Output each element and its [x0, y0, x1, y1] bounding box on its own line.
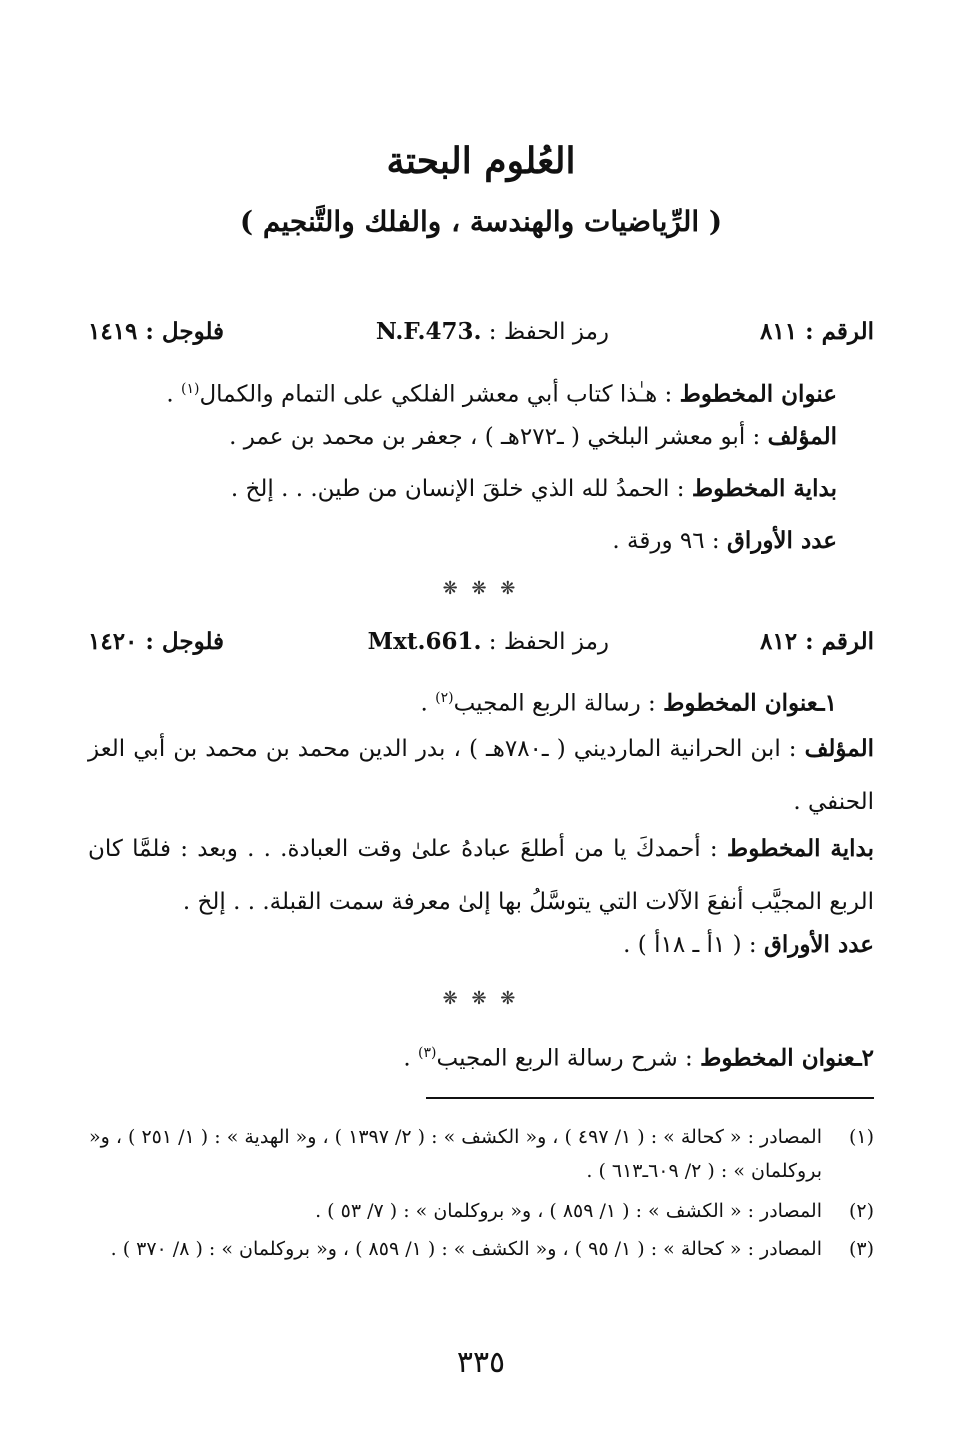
separator-stars: ❋ ❋ ❋ — [442, 578, 520, 599]
flugel-number: فلوجل : ١٤١٩ — [88, 318, 225, 345]
field-value: : شرح رسالة الربع المجيب — [436, 1045, 693, 1072]
page-number: ٣٣٥ — [456, 1345, 506, 1380]
footnote — [88, 1194, 874, 1228]
footnote-text: المصادر : « كحالة » : ( ١/ ٩٥ ) ، و« الكشف » : ( ١/ ٨٥٩ ) ، و« بروكلمان » : ( ٨/ ٣٧٠ ) . — [110, 1238, 822, 1260]
shelf-mark — [368, 628, 609, 655]
field-end: . — [166, 381, 181, 408]
field-label: عنوان المخطوط — [679, 380, 837, 408]
author-paragraph — [88, 722, 874, 829]
shelf-label: رمز الحفظ : — [488, 319, 609, 345]
footnote-ref: (٢) — [435, 690, 454, 706]
footnote-number: (٢) — [848, 1200, 874, 1222]
footnote-ref: (٣) — [418, 1045, 437, 1061]
folios-line — [88, 518, 837, 564]
footnote-number: (٣) — [848, 1238, 874, 1260]
field-label: عدد الأوراق — [726, 527, 837, 554]
footnote-rule — [426, 1097, 874, 1099]
field-end: . — [403, 1045, 419, 1072]
footnote-text: المصادر : « كحالة » : ( ١/ ٤٩٧ ) ، و« الكشف » : ( ٢/ ١٣٩٧ ) ، و« الهدية » : ( ١/ ٢٥١ ) ، و« بروكلمان » : ( ٢/ ٦٠٩ـ٦١٣ ) . — [89, 1126, 822, 1182]
folios-line — [88, 922, 874, 968]
field-label: بداية المخطوط — [726, 835, 875, 862]
entry-number: الرقم : ٨١٢ — [760, 628, 874, 655]
manuscript-title-line — [88, 366, 837, 418]
entry-811-header — [88, 318, 874, 358]
footnote — [88, 1232, 874, 1266]
manuscript-title-line — [88, 675, 837, 727]
footnote — [88, 1120, 874, 1188]
author-line — [88, 414, 837, 460]
field-label: المؤلف — [767, 423, 837, 450]
field-label: عدد الأوراق — [763, 931, 874, 958]
field-value: : أحمدكَ يا من أطلعَ عبادهُ علىٰ وقت العبادة. . . وبعد : فلمَّا كان الربع المجيَّب أنفعَ الآلات التي يتوسَّلُ بها إلىٰ معرفة سمت القبلة. . . إلخ . — [88, 836, 874, 915]
field-value: : هـٰذا كتاب أبي معشر الفلكي على التمام والكمال — [199, 381, 673, 408]
shelf-label: رمز الحفظ : — [488, 629, 609, 655]
field-value: : أبو معشر البلخي ( ـ٢٧٢هـ ) ، جعفر بن محمد بن عمر . — [229, 424, 761, 450]
field-value: : ( ١أ ـ ١٨أ ) . — [623, 932, 757, 958]
flugel-number: فلوجل : ١٤٢٠ — [88, 628, 225, 655]
footnote-ref: (١) — [180, 381, 200, 397]
incipit-paragraph — [88, 822, 874, 929]
field-value: : رسالة الربع المجيب — [453, 690, 656, 717]
manuscript-title-2-line — [88, 1030, 874, 1082]
field-value: : ٩٦ ورقة . — [612, 528, 720, 554]
section-title: العُلوم البحتة — [386, 140, 576, 182]
field-end: . — [420, 690, 436, 717]
field-value: : ابن الحرانية المارديني ( ـ٧٨٠هـ ) ، بدر الدين محمد بن محمد بن أبي العز الحنفي . — [88, 736, 874, 815]
section-subtitle: ( الرِّياضيات والهندسة ، والفلك والتَّنجيم ) — [239, 205, 723, 238]
shelf-mark — [376, 318, 609, 345]
field-label: المؤلف — [804, 735, 874, 762]
shelf-code: N.F.473. — [375, 318, 482, 345]
entry-812-header — [88, 628, 874, 668]
field-label: بداية المخطوط — [691, 475, 837, 502]
entry-number: الرقم : ٨١١ — [760, 318, 874, 345]
field-label: ١ـعنوان المخطوط — [663, 689, 837, 717]
field-label: ٢ـعنوان المخطوط — [700, 1044, 874, 1072]
footnote-number: (١) — [848, 1126, 874, 1148]
incipit-line — [88, 466, 837, 512]
shelf-code: Mxt.661. — [367, 628, 482, 655]
separator-stars: ❋ ❋ ❋ — [442, 988, 520, 1009]
field-value: : الحمدُ لله الذي خلقَ الإنسان من طين. . . إلخ . — [230, 476, 685, 502]
footnote-text: المصادر : « الكشف » : ( ١/ ٨٥٩ ) ، و« بروكلمان » : ( ٧/ ٥٣ ) . — [315, 1200, 822, 1222]
